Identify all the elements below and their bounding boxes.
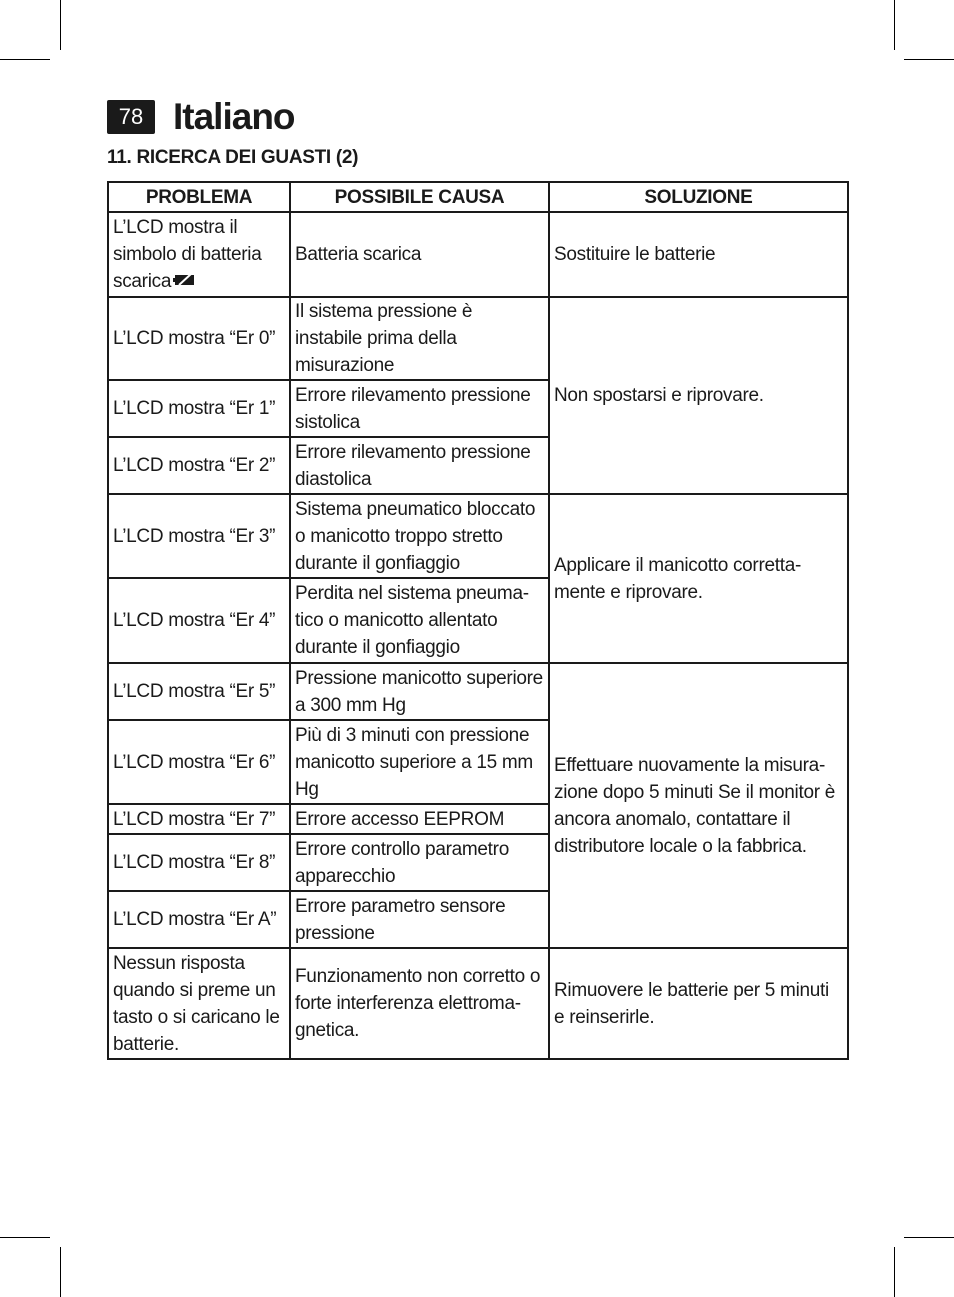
cause-cell: Errore parametro sensore pressione xyxy=(290,891,549,948)
header-cause: POSSIBILE CAUSA xyxy=(290,182,549,212)
solution-cell: Applicare il manicotto corretta-mente e riprovare. xyxy=(549,494,848,663)
crop-mark xyxy=(0,59,50,60)
problem-cell: L’LCD mostra “Er 1” xyxy=(108,380,290,437)
problem-cell: Nessun risposta quando si preme un tasto o si caricano le batterie. xyxy=(108,948,290,1059)
problem-text: L’LCD mostra il simbolo di batteria scarica xyxy=(113,216,262,292)
cause-cell: Funzionamento non corretto o forte interferenza elettroma-gnetica. xyxy=(290,948,549,1059)
section-title: 11. RICERCA DEI GUASTI (2) xyxy=(107,147,359,168)
cause-cell: Errore controllo parametro apparecchio xyxy=(290,834,549,891)
problem-cell: L’LCD mostra “Er 4” xyxy=(108,578,290,663)
cause-cell: Più di 3 minuti con pressione manicotto superiore a 15 mm Hg xyxy=(290,720,549,804)
crop-mark xyxy=(904,59,954,60)
crop-mark xyxy=(894,0,895,50)
crop-mark xyxy=(60,0,61,50)
language-title: Italiano xyxy=(173,96,295,137)
low-battery-icon xyxy=(173,268,197,295)
solution-cell: Effettuare nuovamente la misura-zione dopo 5 minuti Se il monitor è ancora anomalo, contattare il distributore locale o la fabbrica. xyxy=(549,663,848,948)
header-solution: SOLUZIONE xyxy=(549,182,848,212)
problem-cell: L’LCD mostra “Er 8” xyxy=(108,834,290,891)
page-number: 78 xyxy=(107,100,155,134)
problem-cell xyxy=(108,212,290,297)
problem-cell: L’LCD mostra “Er 6” xyxy=(108,720,290,804)
problem-cell: L’LCD mostra “Er 5” xyxy=(108,663,290,720)
crop-mark xyxy=(894,1247,895,1297)
problem-cell: L’LCD mostra “Er 0” xyxy=(108,297,290,380)
crop-mark xyxy=(60,1247,61,1297)
table-row xyxy=(108,297,848,380)
solution-cell: Non spostarsi e riprovare. xyxy=(549,297,848,494)
solution-cell: Sostituire le batterie xyxy=(549,212,848,297)
table-header-row xyxy=(108,182,848,212)
header-problem: PROBLEMA xyxy=(108,182,290,212)
crop-mark xyxy=(0,1237,50,1238)
problem-cell: L’LCD mostra “Er 3” xyxy=(108,494,290,578)
cause-cell: Sistema pneumatico bloccato o manicotto troppo stretto durante il gonfiaggio xyxy=(290,494,549,578)
cause-cell: Perdita nel sistema pneuma-tico o manicotto allentato durante il gonfiaggio xyxy=(290,578,549,663)
table-row xyxy=(108,663,848,720)
troubleshooting-table xyxy=(107,181,849,1060)
problem-cell: L’LCD mostra “Er 2” xyxy=(108,437,290,494)
solution-cell: Rimuovere le batterie per 5 minuti e reinserirle. xyxy=(549,948,848,1059)
cause-cell: Errore rilevamento pressione diastolica xyxy=(290,437,549,494)
table-row xyxy=(108,494,848,578)
page-header xyxy=(107,97,295,137)
table-row xyxy=(108,212,848,297)
cause-cell: Pressione manicotto superiore a 300 mm Hg xyxy=(290,663,549,720)
cause-cell: Batteria scarica xyxy=(290,212,549,297)
problem-cell: L’LCD mostra “Er A” xyxy=(108,891,290,948)
crop-mark xyxy=(904,1237,954,1238)
table-row xyxy=(108,948,848,1059)
problem-cell: L’LCD mostra “Er 7” xyxy=(108,804,290,834)
cause-cell: Errore accesso EEPROM xyxy=(290,804,549,834)
cause-cell: Errore rilevamento pressione sistolica xyxy=(290,380,549,437)
cause-cell: Il sistema pressione è instabile prima della misurazione xyxy=(290,297,549,380)
